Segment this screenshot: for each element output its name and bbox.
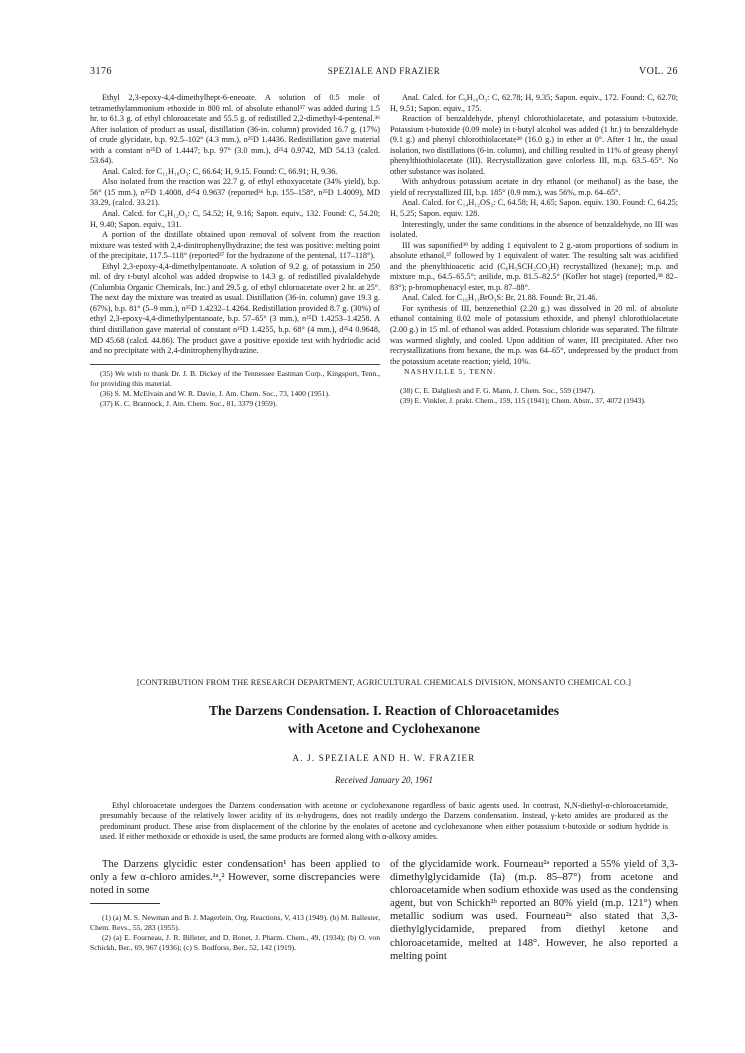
paragraph: A portion of the distillate obtained upon removal of solvent from the reaction mixture was tested with 2,4-dinitrophenylhydrazine; the test was positive: melting point of the precipitate, 117.5–118° (reported³⁷ for the hydrazone of the pentenal, 117–118°). xyxy=(90,230,380,261)
body-left-column xyxy=(90,858,380,953)
footnote: (39) E. Vinkler, J. prakt. Chem., 159, 115 (1941); Chem. Abstr., 37, 4072 (1943). xyxy=(400,395,646,405)
footnotes xyxy=(390,386,678,406)
footnote: (2) (a) E. Fourneau, J. R. Billeter, and D. Bonet, J. Pharm. Chem., 49, (1934); (b) O. von Schickh, Ber., 69, 967 (1936); (c) S. Bodforss, Ber., 52, 142 (1919). xyxy=(90,933,380,953)
paragraph: Anal. Calcd. for C₁₁H₁₈O₃: C, 66.64; H, 9.15. Found: C, 66.91; H, 9.36. xyxy=(102,166,338,176)
paragraph: Anal. Calcd. for C₆H₁₂O₃: C, 54.52; H, 9.16; Sapon. equiv., 132. Found: C, 54.20; H, 9.40; Sapon. equiv., 131. xyxy=(90,209,380,229)
paragraph: With anhydrous potassium acetate in dry ethanol (or methanol) as the base, the yield of recrystallized III, b.p. 185° (0.9 mm.), was 56%, m.p. 64–65°. xyxy=(390,177,678,197)
footnote: (37) K. C. Brannock, J. Am. Chem. Soc., 81, 3379 (1959). xyxy=(100,398,278,408)
running-title: SPEZIALE AND FRAZIER xyxy=(327,66,441,76)
footnotes xyxy=(90,913,380,953)
paragraph: Anal. Calcd. for C₉H₁₆O₃: C, 62.78; H, 9.35; Sapon. equiv., 172. Found: C, 62.70; H, 9.51; Sapon. equiv., 175. xyxy=(390,93,678,113)
volume-label: VOL. 26 xyxy=(638,66,678,77)
left-experimental-column xyxy=(90,93,380,409)
footnotes xyxy=(90,369,380,409)
title-line: The Darzens Condensation. I. Reaction of Chloroacetamides xyxy=(208,703,560,718)
footnote: (38) C. E. Dalgliesh and F. G. Mann, J. Chem. Soc., 559 (1947). xyxy=(400,385,596,395)
paragraph: Anal. Calcd. for C₁₆H₁₃BrO₃S: Br, 21.88. Found: Br, 21.46. xyxy=(402,293,598,303)
paragraph: Reaction of benzaldehyde, phenyl chlorothiolacetate, and potassium t-butoxide. Potassium t-butoxide (0.09 mole) in t-butyl alcohol was added (1 hr.) to benzaldehyde (9.1 g.) and phenyl chlorothiolacetate³⁸ (16.0 g.) in ether at 0°. After 1 hr., the usual isolation, two distillations (6-in. column), and chilling resulted in 11% of greasy phenyl phenylthiothiolacetate (III). Recrystallization gave colorless III, m.p. 63.5–65°. No other substance was isolated. xyxy=(390,114,678,176)
article-title xyxy=(90,702,678,738)
paragraph: Ethyl 2,3-epoxy-4,4-dimethylhept-6-eneoate. A solution of 0.5 mole of tetramethylammonium ethoxide in 800 ml. of absolute ethanol³⁷ was added during 1.5 hr. to 61.3 g. of ethyl chloroacetate and 55.5 g. of redistilled 2,2-dimethyl-4-pentenal.³⁶ After isolation of product as usual, distillation (36-in. column) provided 16.7 g. (17%) of crude glycidate, b.p. 92.5–102° (4.3 mm.), n²⁵D 1.4436. Redistillation gave material with a constant n²⁵D of 1.4447; b.p. 97° (3.0 mm.), d²⁵4 0.9742, MD 54.13 (calcd. 53.64). xyxy=(90,93,380,166)
page-number: 3176 xyxy=(90,66,112,77)
contribution-line: [CONTRIBUTION FROM THE RESEARCH DEPARTMENT, AGRICULTURAL CHEMICALS DIVISION, MONSANTO CHEMICAL CO.] xyxy=(136,678,632,687)
footnote-divider xyxy=(90,364,380,365)
footnote-divider xyxy=(90,903,160,904)
paragraph: Ethyl 2,3-epoxy-4,4-dimethylpentanoate. A solution of 9.2 g. of potassium in 250 ml. of dry t-butyl alcohol was added dropwise to 14.3 g. of redistilled pivalaldehyde (Columbia Organic Chemicals, Inc.) and 29.5 g. of ethyl chloroacetate over 2 hr. at 25°. The next day the mixture was treated as usual. Distillation (36-in. column) gave 19.3 g. (67%), b.p. 81° (5–9 mm.), n²⁵D 1.4232–1.4264. Redistillation provided 8.7 g. (30%) of ethyl 2,3-epoxy-4,4-dimethylpentanoate, b.p. 57–65° (3 mm.), n²⁵D 1.4253–1.4258. A third distillation gave material of constant n²⁵D 1.4255, b.p. 68° (4 mm.), d²⁵4 0.9648, MD 45.68 (calcd. 44.86). The product gave a positive epoxide test with hydriodic acid and no precipitate with 2,4-dinitrophenylhydrazine. xyxy=(90,261,380,356)
footnote: (1) (a) M. S. Newman and B. J. Magerlein, Org. Reactions, V, 413 (1949). (b) M. Ballester, Chem. Revs., 55, 283 (1955). xyxy=(90,913,380,933)
title-line: with Acetone and Cyclohexanone xyxy=(287,721,481,736)
body-paragraph: The Darzens glycidic ester condensation¹ has been applied to only a few α-chloro amides.¹ᵃ,² However, some discrepancies were noted in some xyxy=(90,859,380,897)
received-date: Received January 20, 1961 xyxy=(335,775,433,785)
paragraph: Interestingly, under the same conditions in the absence of benzaldehyde, no III was isolated. xyxy=(390,219,678,240)
location-signature: NASHVILLE 5, TENN. xyxy=(404,367,497,377)
abstract: Ethyl chloroacetate undergoes the Darzens condensation with acetone or cyclohexanone regardless of basic agents used. In contrast, N,N-diethyl-α-chloroacetamide, presumably because of the relatively lower acidity of its α-hydrogens, does not readily undergo the Darzens condensation. Instead, γ-keto amides are produced as the predominant product. These arise from displacement of the chlorine by the enolates of acetone and cyclohexanone when either potassium t-butoxide or sodium hydride is used. If either methoxide or ethoxide is used, the same products are formed along with α-alkoxy amides. xyxy=(100,801,668,842)
paragraph: Anal. Calcd. for C₁₄H₁₂OS₂: C, 64.58; H, 4.65; Sapon. equiv. 130. Found: C, 64.25; H, 5.25; Sapon. equiv. 128. xyxy=(390,198,678,219)
right-experimental-column xyxy=(390,93,678,406)
paragraph: For synthesis of III, benzenethiol (2.20 g.) was dissolved in 20 ml. of absolute ethanol containing 0.02 mole of potassium ethoxide, and phenyl chlorothiolacetate (2.00 g.) in 15 ml. of ethanol was added. Potassium chloride was separated. The filtrate was warmed slightly, and cooled. Upon addition of water, III precipitated. After two recrystallizations from hexane, the m.p. was 64–65°, undepressed by the product from the potassium acetate reaction; yield, 10%. xyxy=(390,303,678,366)
body-right-column xyxy=(390,858,678,963)
running-header xyxy=(90,66,678,82)
author-line: A. J. SPEZIALE AND H. W. FRAZIER xyxy=(292,753,476,763)
footnote: (36) S. M. McElvain and W. R. Davie, J. Am. Chem. Soc., 73, 1400 (1951). xyxy=(100,388,330,398)
paragraph: III was saponified³⁹ by adding 1 equivalent to 2 g.-atom proportions of sodium in absolute ethanol,³⁷ followed by 1 equivalent of water. The resulting salt was acidified and the phenylthioacetic acid (C₆H₅SCH₂CO₂H) recrystallized (hexane); m.p. and mixture m.p., 64.5–65.5°; anilide, m.p. 81.5–82.5° (Kofler hot stage) (reported,³⁸ 82–83°); p-bromophenacyl ester, m.p. 87–88°. xyxy=(390,240,678,292)
footnote: (35) We wish to thank Dr. J. B. Dickey of the Tennessee Eastman Corp., Kingsport, Tenn., for providing this material. xyxy=(90,368,380,388)
body-paragraph: of the glycidamide work. Fourneau²ᵃ reported a 55% yield of 3,3-dimethylglycidamide (Ia) (m.p. 85–87°) from acetone and chloroacetamide when sodium ethoxide was used as the condensing agent, but von Schickh²ᵇ reported an 80% yield (m.p. 121°) when metallic sodium was used. Fourneau²ᵃ also stated that 3,3-diethylglycidamide, prepared from diethyl ketone and chloroacetamide, melted at 148°. However, he also reported a melting point xyxy=(390,859,678,962)
paragraph: Also isolated from the reaction was 22.7 g. of ethyl ethoxyacetate (34% yield), b.p. 56° (15 mm.), n²⁵D 1.4008, d²⁵4 0.9637 (reported³⁶ b.p. 155–158°, n²⁵D 1.4009), MD 33.29, (calcd. 33.21). xyxy=(90,177,380,208)
